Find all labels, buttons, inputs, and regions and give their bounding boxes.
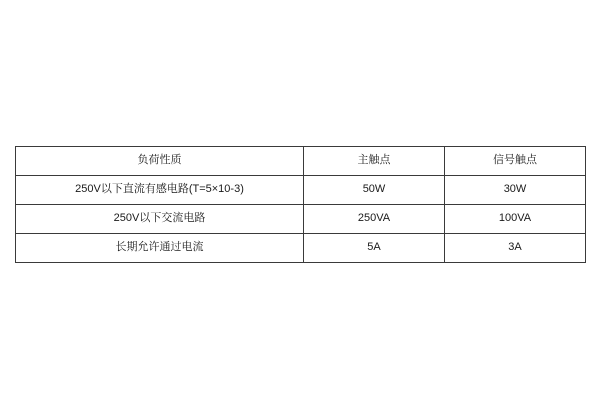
table-cell-main-contact: 50W	[304, 176, 445, 205]
table-cell-signal-contact: 30W	[445, 176, 586, 205]
table-cell-load-type: 长期允许通过电流	[16, 234, 304, 263]
column-header-main-contact: 主触点	[304, 147, 445, 176]
table-row	[16, 205, 586, 234]
table-cell-main-contact: 250VA	[304, 205, 445, 234]
table-cell-signal-contact: 3A	[445, 234, 586, 263]
table-cell-load-type: 250V以下直流有感电路(T=5×10-3)	[16, 176, 304, 205]
table-cell-signal-contact: 100VA	[445, 205, 586, 234]
table-row	[16, 176, 586, 205]
table-cell-load-type: 250V以下交流电路	[16, 205, 304, 234]
column-header-load-type: 负荷性质	[16, 147, 304, 176]
column-header-signal-contact: 信号触点	[445, 147, 586, 176]
table-header-row	[16, 147, 586, 176]
table-row	[16, 234, 586, 263]
contact-ratings-table	[15, 146, 586, 263]
spec-table-container	[15, 146, 585, 263]
table-cell-main-contact: 5A	[304, 234, 445, 263]
